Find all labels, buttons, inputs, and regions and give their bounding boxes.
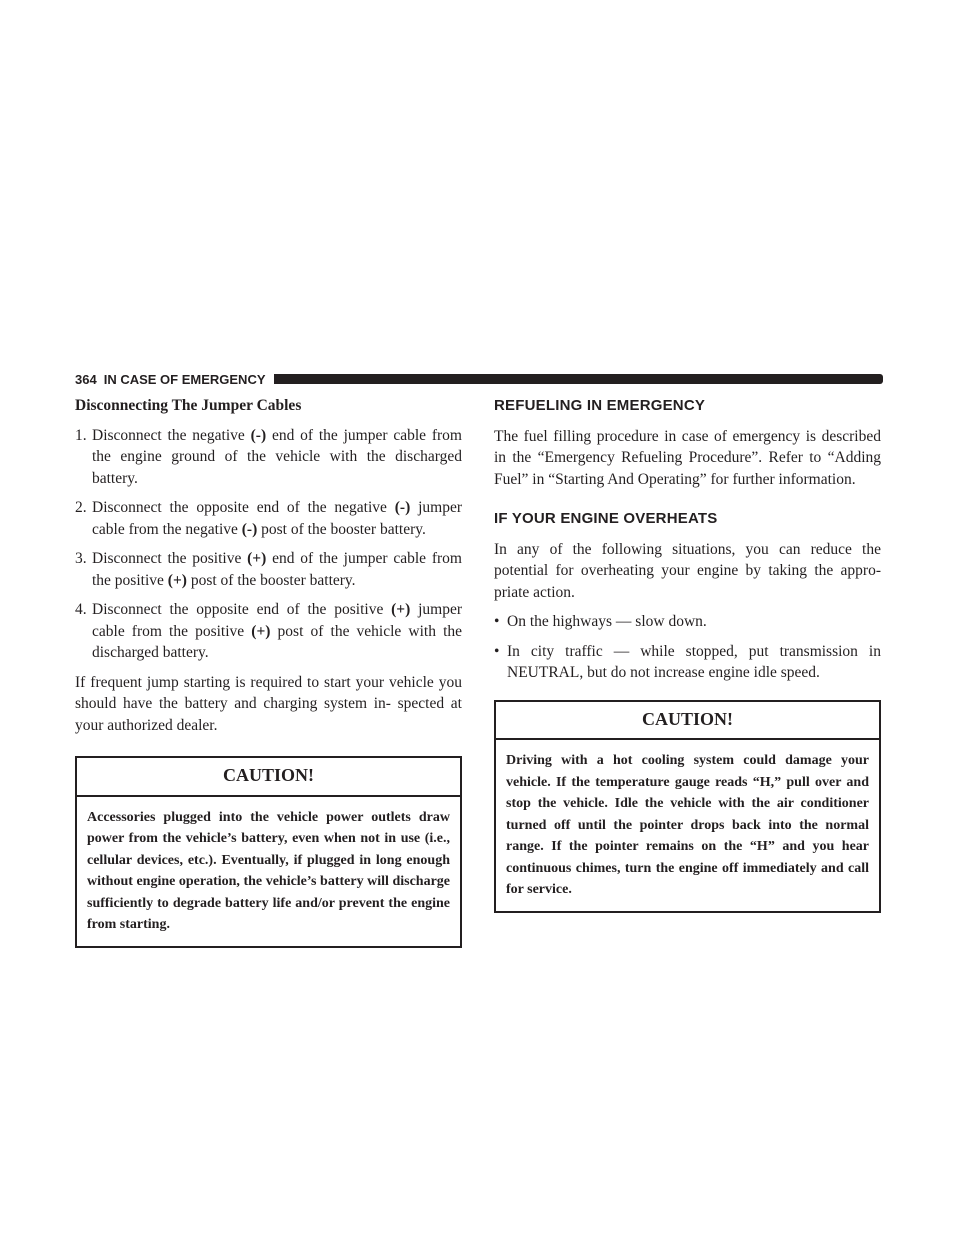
header-rule [274, 374, 884, 384]
polarity-mark: (+) [167, 571, 187, 589]
polarity-mark: (+) [251, 622, 271, 640]
step-number: 3. [75, 550, 87, 567]
refueling-paragraph: The fuel filling procedure in case of emergency is described in the “Emergency Refueling Procedure”. Refer to “Adding Fuel” in “Starting And Operating” for further information. [494, 427, 881, 488]
polarity-mark: (-) [241, 520, 258, 538]
step-item [75, 548, 462, 591]
right-column [494, 395, 881, 913]
polarity-mark: (+) [247, 550, 267, 567]
heading-refueling: REFUELING IN EMERGENCY [494, 397, 706, 414]
polarity-mark: (-) [394, 499, 411, 516]
bullet-text: On the highways — slow down. [507, 613, 707, 630]
bullet-icon: • [494, 613, 500, 630]
page-number: 364 [75, 371, 97, 387]
step-number: 4. [75, 601, 87, 618]
step-number: 2. [75, 499, 87, 516]
list-item [494, 611, 881, 633]
step-number: 1. [75, 426, 87, 444]
caution-title: CAUTION! [77, 758, 460, 797]
caution-body: Accessories plugged into the vehicle power outlets draw power from the vehicle’s battery, even when not in use (i.e., cellular devices, etc.). Eventually, if plugged in long enough without engine operation, the vehicle’s battery will discharge sufficiently to degrade battery life and/or prevent the engine from starting. [87, 809, 450, 932]
caution-box-battery [75, 756, 462, 948]
step-text: Disconnect the positive (+) end of the jumper cable from the positive (+) post of the booster battery. [92, 550, 462, 589]
step-item [75, 497, 462, 540]
left-column [75, 395, 462, 948]
step-text: Disconnect the opposite end of the negative (-) jumper cable from the negative (-) post of the booster battery. [92, 499, 463, 538]
caution-title: CAUTION! [496, 702, 879, 741]
caution-body: Driving with a hot cooling system could damage your vehicle. If the temperature gauge reads “H,” pull over and stop the vehicle. Idle the vehicle with the air conditioner turned off until the pointer drops back into the normal range. If the pointer remains on the “H” and you hear continuous chimes, turn the engine off immediately and call for service. [506, 753, 869, 897]
overheat-bullets [494, 611, 881, 684]
step-item [75, 599, 462, 664]
subheading-disconnecting: Disconnecting The Jumper Cables [75, 397, 302, 414]
bullet-icon: • [494, 642, 500, 660]
step-item [75, 425, 462, 490]
page-header [75, 371, 883, 387]
caution-box-overheat [494, 700, 881, 913]
jump-start-paragraph: If frequent jump starting is required to start your vehicle you should have the battery and charging system in- spected at your authorized dealer. [75, 673, 462, 734]
step-text: Disconnect the negative (-) end of the jumper cable from the engine ground of the vehicle with the discharged battery. [92, 426, 462, 487]
polarity-mark: (+) [391, 601, 411, 618]
overheat-paragraph: In any of the following situations, you can reduce the potential for overheating your engine by taking the appro- priate action. [494, 540, 881, 601]
steps-list [75, 425, 462, 664]
polarity-mark: (-) [250, 426, 267, 444]
list-item [494, 641, 881, 684]
section-title: IN CASE OF EMERGENCY [103, 371, 266, 387]
step-text: Disconnect the opposite end of the positive (+) jumper cable from the positive (+) post of the vehicle with the discharged battery. [92, 601, 463, 661]
heading-overheats: IF YOUR ENGINE OVERHEATS [494, 510, 718, 527]
bullet-text: In city traffic — while stopped, put transmission in NEUTRAL, but do not increase engine idle speed. [507, 642, 881, 681]
